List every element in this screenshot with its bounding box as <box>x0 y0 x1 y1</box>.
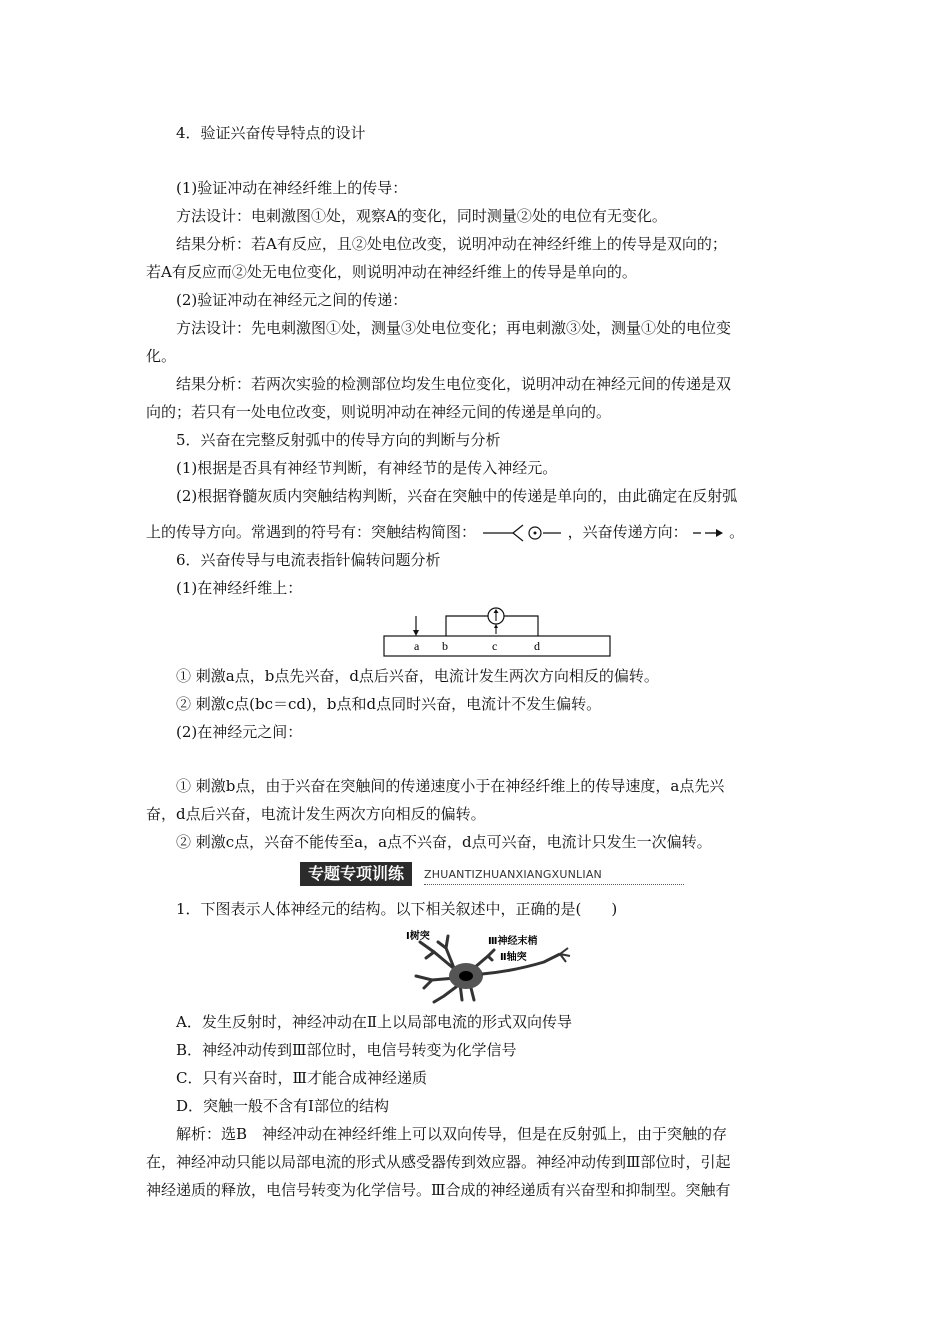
option-c: C．只有兴奋时，Ⅲ才能合成神经递质 <box>176 1069 427 1087</box>
arrow-right-icon <box>692 527 724 539</box>
subheading-2: (2)验证冲动在神经元之间的传递： <box>176 291 408 309</box>
synapse-text-after: ，兴奋传递方向： <box>567 523 688 541</box>
label-a: a <box>414 639 420 653</box>
paragraph: ① 刺激b点，由于兴奋在突触间的传递速度小于在神经纤维上的传导速度，a点先兴 <box>176 777 725 795</box>
analysis: 解析：选B 神经冲动在神经纤维上可以双向传导，但是在反射弧上，由于突触的存 <box>176 1125 728 1143</box>
paragraph: 结果分析：若两次实验的检测部位均发生电位变化，说明冲动在神经元间的传递是双 <box>176 375 732 393</box>
heading-6: 6．兴奋传导与电流表指针偏转问题分析 <box>176 551 441 569</box>
option-a: A．发生反射时，神经冲动在Ⅱ上以局部电流的形式双向传导 <box>176 1013 573 1031</box>
synapse-symbol-line <box>146 522 744 543</box>
paragraph: (2)根据脊髓灰质内突触结构判断，兴奋在突触中的传递是单向的，由此确定在反射弧 <box>176 487 738 505</box>
heading-4: 4．验证兴奋传导特点的设计 <box>176 124 366 142</box>
banner-title: 专题专项训练 <box>300 862 412 886</box>
heading-5: 5．兴奋在完整反射弧中的传导方向的判断与分析 <box>176 431 501 449</box>
label-c: c <box>492 639 498 653</box>
stimulus-arrow-head <box>413 630 419 636</box>
banner-dotted-rule <box>424 884 684 885</box>
paragraph: 向的；若只有一处电位改变，则说明冲动在神经元间的传递是单向的。 <box>146 403 612 421</box>
option-d: D．突触一般不含有Ⅰ部位的结构 <box>176 1097 389 1115</box>
paragraph: 方法设计：电刺激图①处，观察A的变化，同时测量②处的电位有无变化。 <box>176 207 667 225</box>
synapse-symbol-icon <box>481 523 563 543</box>
paragraph: 方法设计：先电刺激图①处，测量③处电位变化；再电刺激③处，测量①处的电位变 <box>176 319 732 337</box>
nerve-ending <box>560 948 570 962</box>
section-banner <box>300 862 684 890</box>
paragraph: ② 刺激c点，兴奋不能传至a，a点不兴奋，d点可兴奋，电流计只发生一次偏转。 <box>176 833 712 851</box>
banner-subtitle: ZHUANTIZHUANXIANGXUNLIAN <box>424 868 602 881</box>
paragraph: 结果分析：若A有反应，且②处电位改变，说明冲动在神经纤维上的传导是双向的； <box>176 235 727 253</box>
paragraph: ① 刺激a点，b点先兴奋，d点后兴奋，电流计发生两次方向相反的偏转。 <box>176 667 659 685</box>
subheading-1: (1)验证冲动在神经纤维上的传导： <box>176 179 408 197</box>
label-b: b <box>442 639 448 653</box>
option-b: B．神经冲动传到Ⅲ部位时，电信号转变为化学信号 <box>176 1041 517 1059</box>
analysis: 在，神经冲动只能以局部电流的形式从感受器传到效应器。神经冲动传到Ⅲ部位时，引起 <box>146 1153 731 1171</box>
question-stem: 1．下图表示人体神经元的结构。以下相关叙述中，正确的是( ) <box>176 900 618 918</box>
subheading-2: (2)在神经元之间： <box>176 723 303 741</box>
analysis: 神经递质的释放，电信号转变为化学信号。Ⅲ合成的神经递质有兴奋型和抑制型。突触有 <box>146 1181 731 1199</box>
synapse-text-end: 。 <box>729 523 745 541</box>
subheading-1: (1)在神经纤维上： <box>176 579 303 597</box>
paragraph: ② 刺激c点(bc＝cd)，b点和d点同时兴奋，电流计不发生偏转。 <box>176 695 602 713</box>
paragraph: 若A有反应而②处无电位变化，则说明冲动在神经纤维上的传导是单向的。 <box>146 263 637 281</box>
label-axon: Ⅱ轴突 <box>500 952 527 963</box>
label-nerve-ending: Ⅲ神经末梢 <box>488 936 538 947</box>
synapse-text-before: 上的传导方向。常遇到的符号有：突触结构简图： <box>146 523 477 541</box>
neuron-figure <box>404 928 580 1004</box>
label-dendrite: Ⅰ树突 <box>406 931 430 942</box>
paragraph: 化。 <box>146 347 177 365</box>
c-pointer-head <box>494 624 498 628</box>
paragraph: 奋，d点后兴奋，电流计发生两次方向相反的偏转。 <box>146 805 486 823</box>
label-d: d <box>534 639 540 653</box>
nerve-fiber-galvanometer-diagram <box>380 604 614 660</box>
paragraph: (1)根据是否具有神经节判断，有神经节的是传入神经元。 <box>176 459 558 477</box>
nucleus <box>459 971 473 981</box>
